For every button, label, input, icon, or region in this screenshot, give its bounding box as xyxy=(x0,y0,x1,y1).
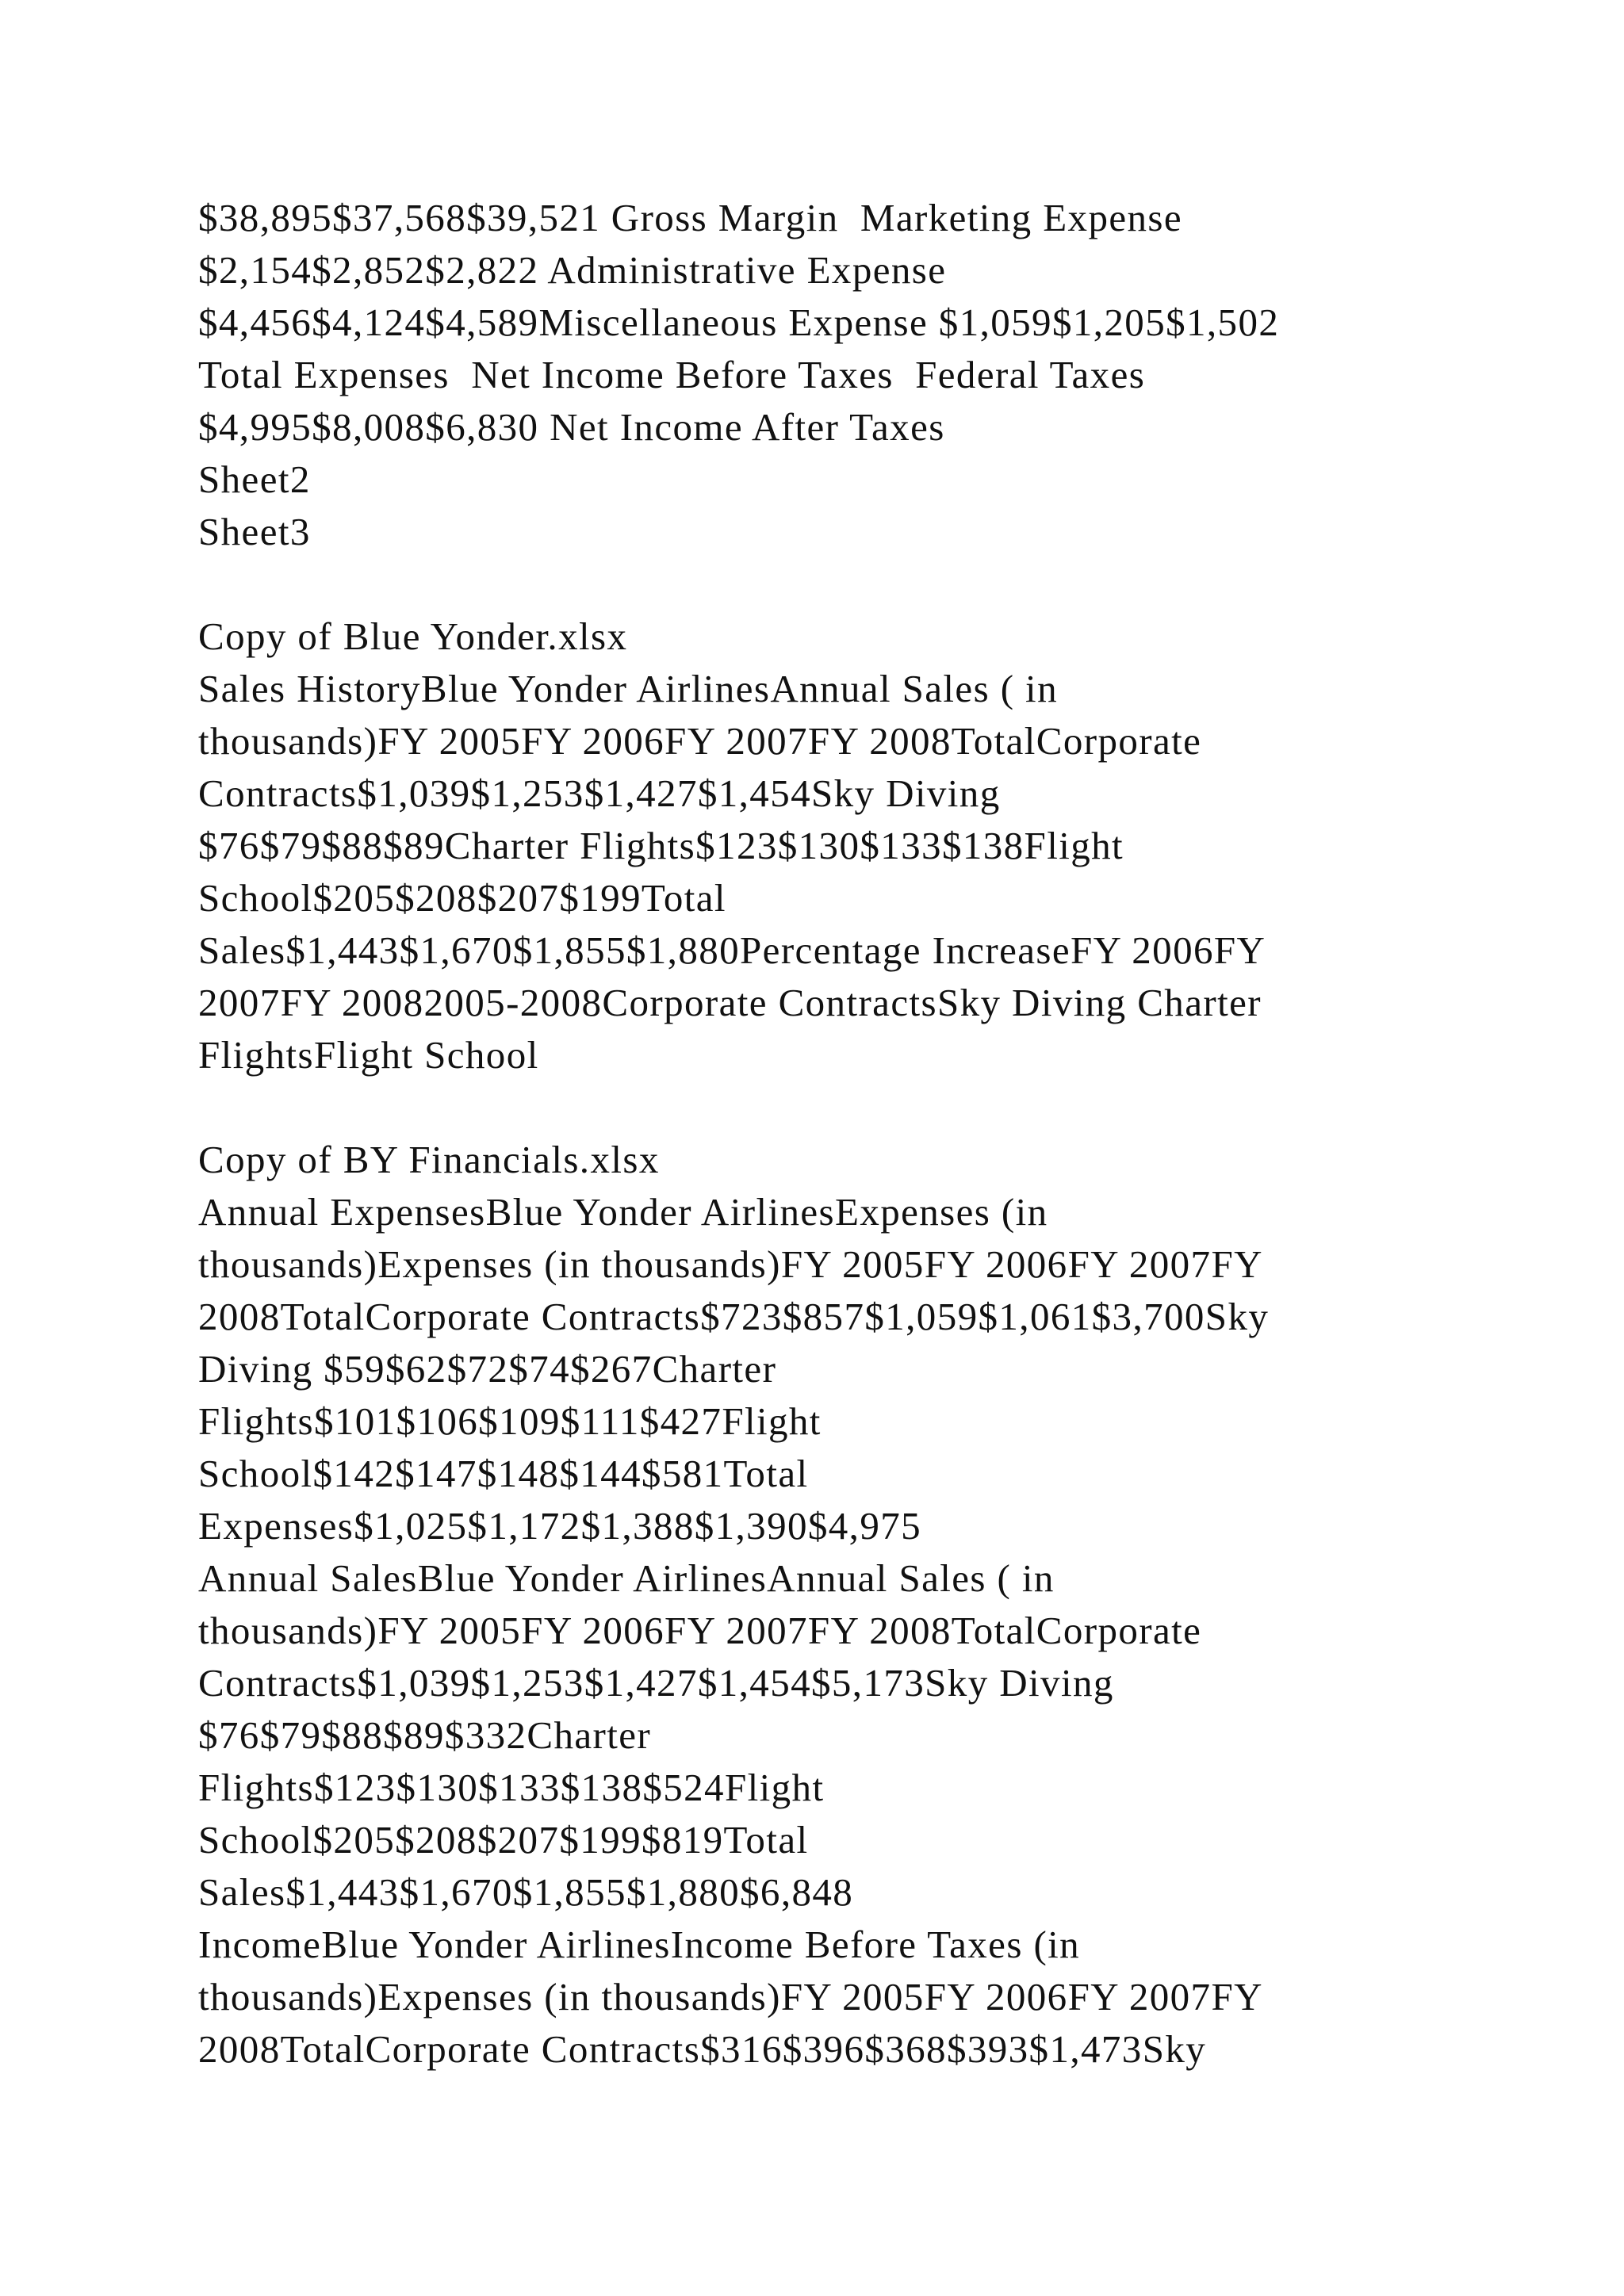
text-line: Annual SalesBlue Yonder AirlinesAnnual Sales ( in xyxy=(198,1556,1055,1600)
text-line: thousands)Expenses (in thousands)FY 2005FY 2006FY 2007FY xyxy=(198,1242,1263,1286)
blank-line xyxy=(198,558,1499,610)
text-line: $2,154$2,852$2,822 Administrative Expense xyxy=(198,248,947,292)
text-line: 2008TotalCorporate Contracts$316$396$368$393$1,473Sky xyxy=(198,2027,1207,2071)
blank-line xyxy=(198,1081,1499,1134)
text-line: Expenses$1,025$1,172$1,388$1,390$4,975 xyxy=(198,1504,922,1548)
text-line: thousands)Expenses (in thousands)FY 2005FY 2006FY 2007FY xyxy=(198,1975,1263,2019)
text-line: Annual ExpensesBlue Yonder AirlinesExpenses (in xyxy=(198,1190,1048,1234)
text-line: Contracts$1,039$1,253$1,427$1,454Sky Diving xyxy=(198,771,1001,815)
text-line: Diving $59$62$72$74$267Charter xyxy=(198,1347,777,1391)
text-line: School$142$147$148$144$581Total xyxy=(198,1452,809,1495)
text-line: Sheet3 xyxy=(198,510,311,553)
text-line: $4,456$4,124$4,589Miscellaneous Expense $1,059$1,205$1,502 xyxy=(198,300,1280,344)
text-line: $76$79$88$89Charter Flights$123$130$133$138Flight xyxy=(198,824,1124,867)
text-line: Sales$1,443$1,670$1,855$1,880$6,848 xyxy=(198,1870,854,1914)
text-line: Sales$1,443$1,670$1,855$1,880Percentage IncreaseFY 2006FY xyxy=(198,928,1266,972)
text-line: School$205$208$207$199Total xyxy=(198,876,726,920)
text-line: Total Expenses Net Income Before Taxes Federal Taxes xyxy=(198,353,1146,396)
text-line: Flights$123$130$133$138$524Flight xyxy=(198,1766,825,1809)
text-line: IncomeBlue Yonder AirlinesIncome Before Taxes (in xyxy=(198,1923,1081,1966)
text-line: Contracts$1,039$1,253$1,427$1,454$5,173Sky Diving xyxy=(198,1661,1114,1705)
text-line: FlightsFlight School xyxy=(198,1033,539,1077)
text-line: $4,995$8,008$6,830 Net Income After Taxes xyxy=(198,405,945,449)
text-line: School$205$208$207$199$819Total xyxy=(198,1818,809,1862)
text-line: 2007FY 20082005-2008Corporate ContractsSky Diving Charter xyxy=(198,981,1262,1024)
text-line: Flights$101$106$109$111$427Flight xyxy=(198,1399,822,1443)
text-line: Sales HistoryBlue Yonder AirlinesAnnual Sales ( in xyxy=(198,667,1058,710)
text-line: 2008TotalCorporate Contracts$723$857$1,059$1,061$3,700Sky xyxy=(198,1295,1270,1338)
text-line: $38,895$37,568$39,521 Gross Margin Marketing Expense xyxy=(198,196,1183,239)
text-line: $76$79$88$89$332Charter xyxy=(198,1713,652,1757)
text-line: thousands)FY 2005FY 2006FY 2007FY 2008TotalCorporate xyxy=(198,1609,1202,1652)
text-line: Copy of BY Financials.xlsx xyxy=(198,1138,660,1181)
text-line: Sheet2 xyxy=(198,457,311,501)
document-text xyxy=(198,192,1499,2076)
text-line: thousands)FY 2005FY 2006FY 2007FY 2008TotalCorporate xyxy=(198,719,1202,763)
text-line: Copy of Blue Yonder.xlsx xyxy=(198,614,628,658)
